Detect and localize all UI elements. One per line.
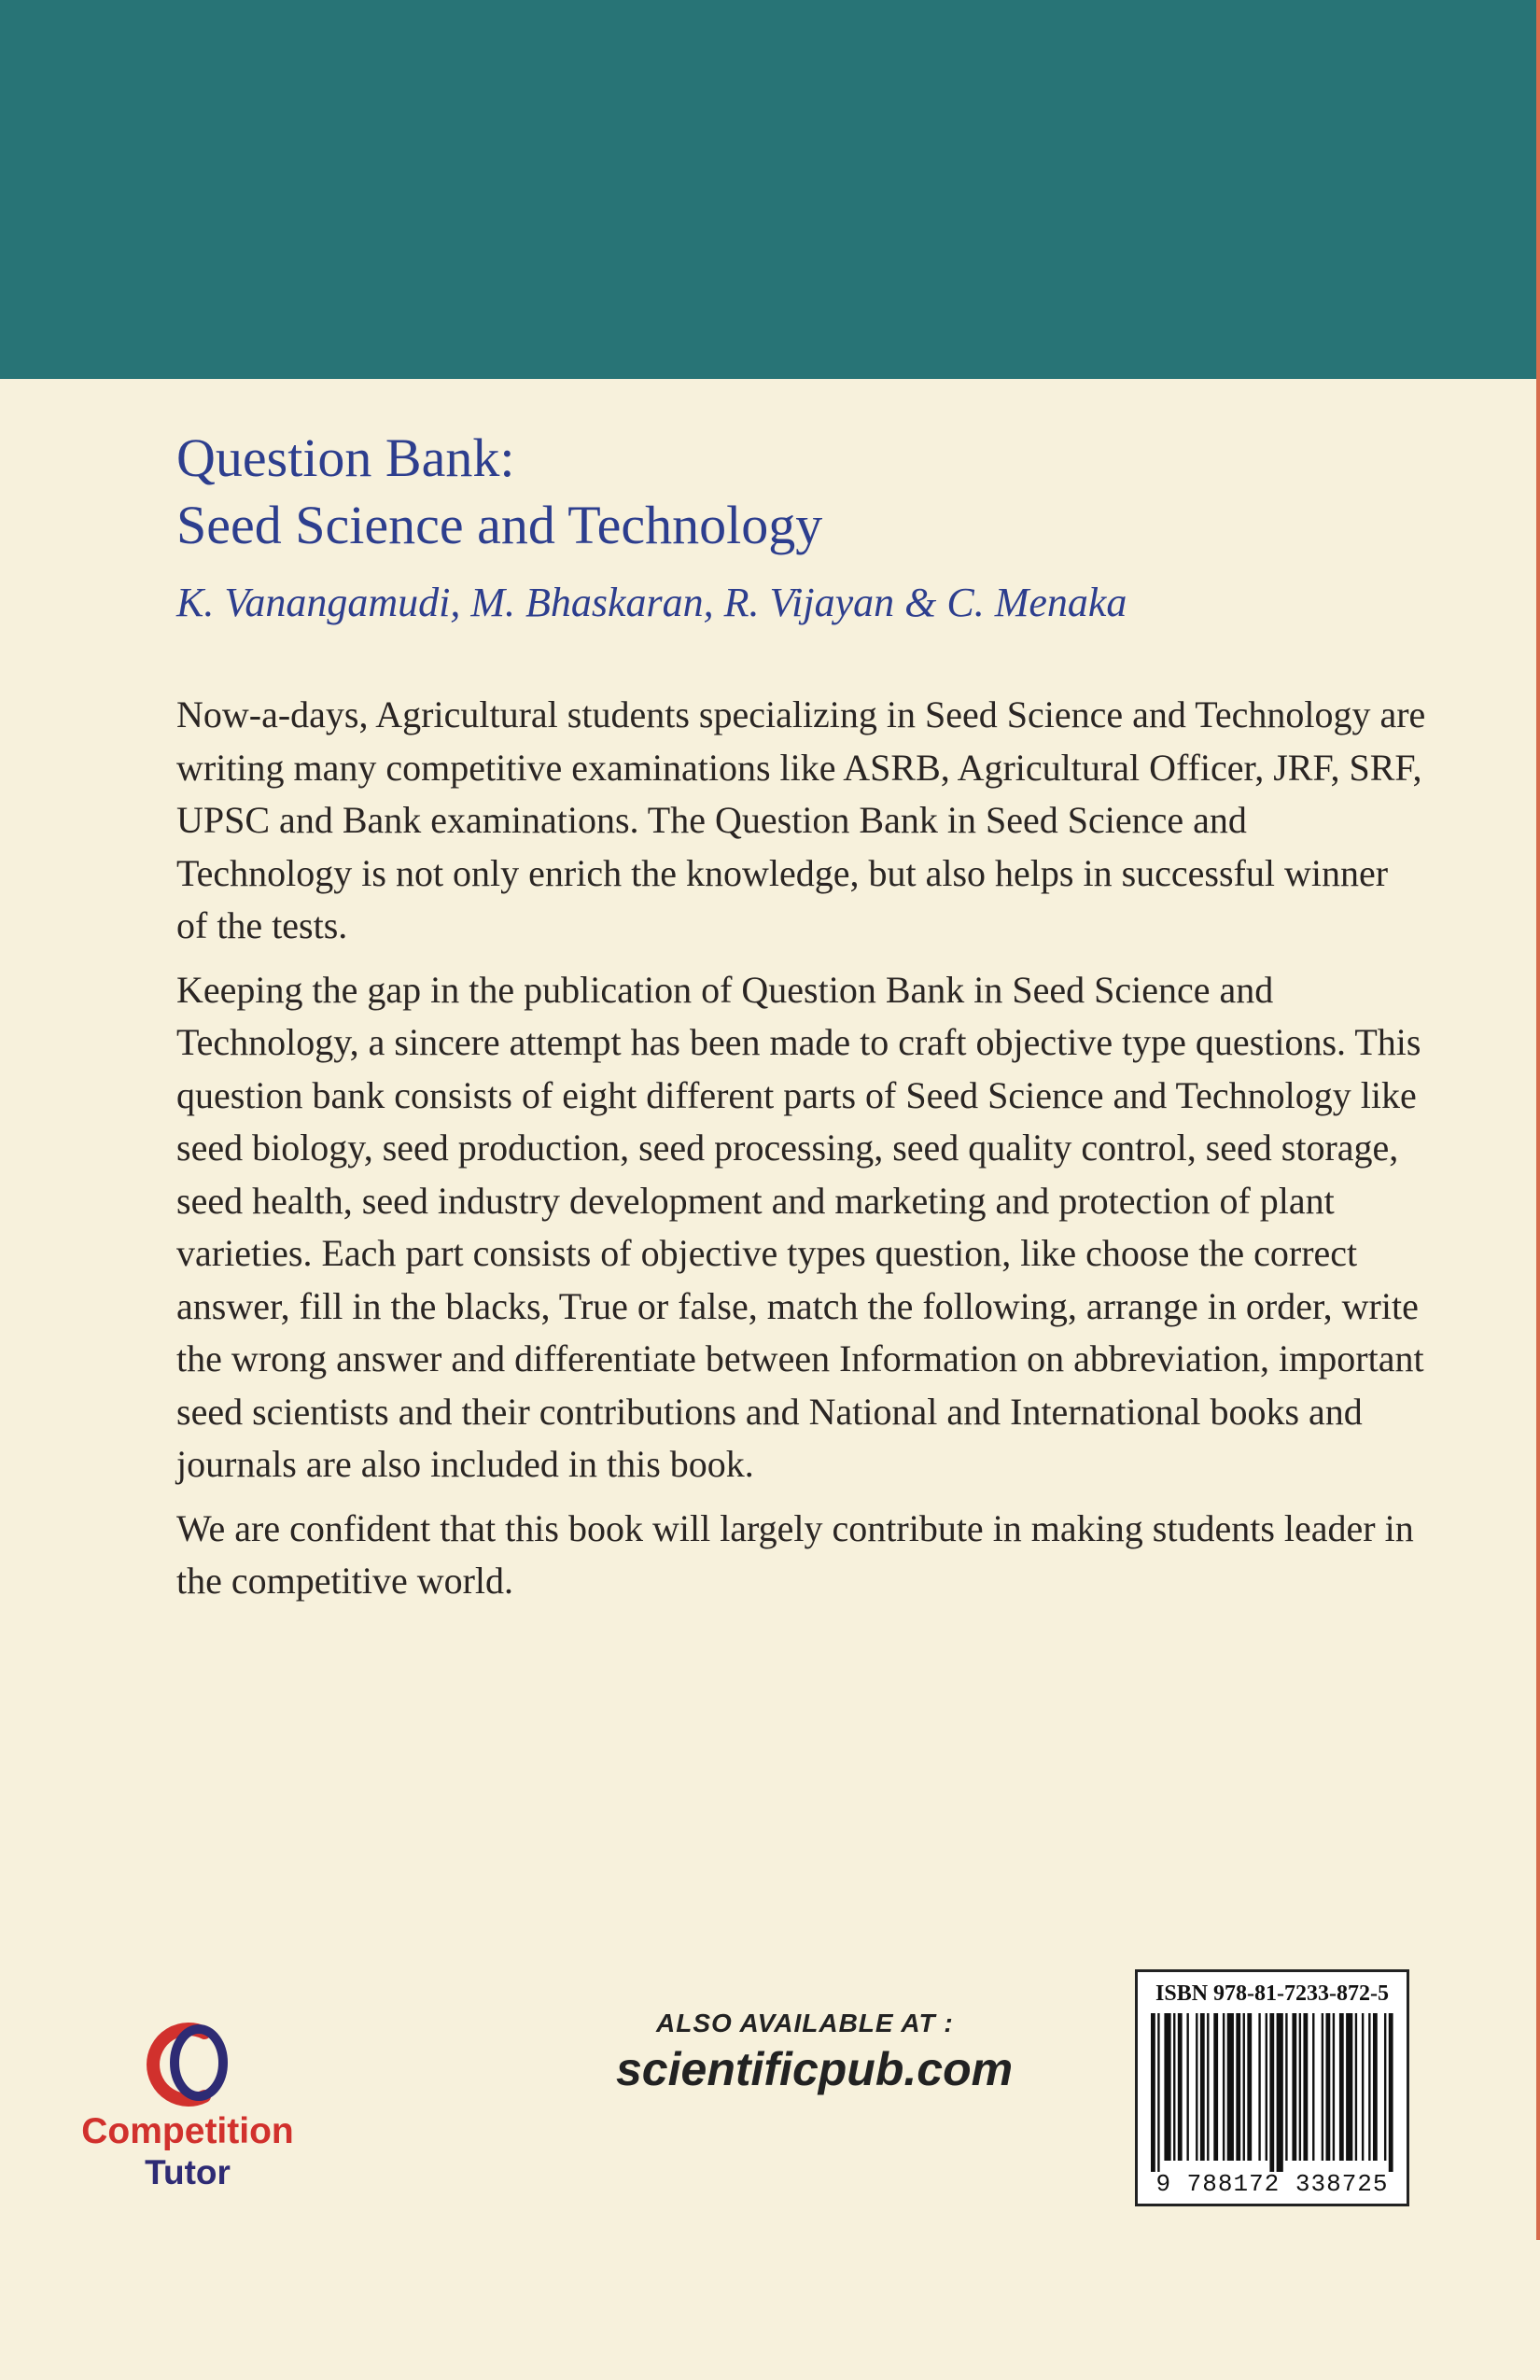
also-available-label: ALSO AVAILABLE AT : xyxy=(656,2009,954,2037)
barcode-bar xyxy=(1227,2013,1234,2161)
book-title xyxy=(176,425,1390,559)
barcode-bar xyxy=(1292,2013,1296,2161)
barcode-bar xyxy=(1223,2013,1225,2161)
barcode-bar xyxy=(1247,2013,1252,2161)
publisher-name-line1: Competition xyxy=(81,2111,294,2151)
barcode-bar xyxy=(1266,2013,1267,2161)
barcode-bar xyxy=(1164,2013,1170,2161)
barcode-bar xyxy=(1236,2013,1240,2161)
isbn-number: ISBN 978-81-7233-872-5 xyxy=(1155,1981,1389,2006)
back-cover-blurb xyxy=(176,689,1427,1619)
barcode-bar xyxy=(1173,2013,1175,2161)
barcode-bar xyxy=(1196,2013,1197,2161)
blurb-paragraph-2: Keeping the gap in the publication of Question Bank in Seed Science and Technology, a sincere attempt has been made to craft objective type questions. This question bank consists of eight different parts of Seed Science and Technology like seed biology, seed production, seed processing, seed quality control, seed storage, seed health, seed industry development and marketing and protection of plant varieties. Each part consists of objective types question, like choose the correct answer, fill in the blacks, True or false, match the following, arrange in order, write the wrong answer and differentiate between Information on abbreviation, important seed scientists and their contributions and National and International books and journals are also included in this book. xyxy=(176,968,1424,1485)
barcode-bar xyxy=(1362,2013,1364,2161)
barcode-bar xyxy=(1339,2013,1344,2161)
barcode-bar xyxy=(1269,2013,1274,2172)
barcode-bar xyxy=(1346,2013,1352,2161)
barcode-bar xyxy=(1186,2013,1188,2161)
barcode-icon xyxy=(1151,2013,1395,2172)
barcode-bar xyxy=(1243,2013,1245,2161)
barcode-bar xyxy=(1384,2013,1386,2161)
barcode-bar xyxy=(1389,2013,1393,2172)
top-color-band xyxy=(0,0,1540,379)
website-link[interactable]: scientificpub.com xyxy=(616,2043,1014,2095)
barcode-bar xyxy=(1157,2013,1159,2172)
isbn-barcode-box xyxy=(1135,1969,1409,2206)
barcode-bar xyxy=(1207,2013,1209,2161)
c-circle-logo-icon xyxy=(132,2016,244,2109)
spine-edge-stripe xyxy=(1536,0,1540,2240)
barcode-bar xyxy=(1277,2013,1283,2172)
barcode-bar xyxy=(1213,2013,1218,2161)
barcode-bar xyxy=(1200,2013,1205,2161)
barcode-bar xyxy=(1368,2013,1370,2161)
barcode-bar xyxy=(1303,2013,1308,2161)
barcode-bar xyxy=(1178,2013,1183,2161)
barcode-bar xyxy=(1322,2013,1323,2161)
barcode-digits: 9 788172 338725 xyxy=(1155,2170,1389,2198)
barcode-bar xyxy=(1258,2013,1260,2161)
barcode-bar xyxy=(1151,2013,1155,2172)
barcode-bar xyxy=(1285,2013,1287,2161)
book-title-line1: Question Bank: xyxy=(176,427,515,488)
blurb-paragraph-3: We are confident that this book will largely contribute in making students leader in the competitive world. xyxy=(176,1506,1414,1602)
barcode-bar xyxy=(1325,2013,1330,2161)
blurb-paragraph-1: Now-a-days, Agricultural students specializing in Seed Science and Technology are writing many competitive examinations like ASRB, Agricultural Officer, JRF, SRF, UPSC and Bank examinations. The Question Bank in Seed Science and Technology is not only enrich the knowledge, but also helps in successful winner of the tests. xyxy=(176,693,1426,946)
barcode-bar xyxy=(1312,2013,1314,2161)
book-authors: K. Vanangamudi, M. Bhaskaran, R. Vijayan & C. Menaka xyxy=(176,580,1127,625)
barcode-bar xyxy=(1355,2013,1357,2161)
barcode-bar xyxy=(1373,2013,1378,2161)
barcode-bar xyxy=(1333,2013,1335,2161)
barcode-bar xyxy=(1299,2013,1301,2161)
publisher-logo xyxy=(62,2007,314,2193)
publisher-name-line2: Tutor xyxy=(145,2153,231,2191)
book-title-line2: Seed Science and Technology xyxy=(176,495,823,555)
